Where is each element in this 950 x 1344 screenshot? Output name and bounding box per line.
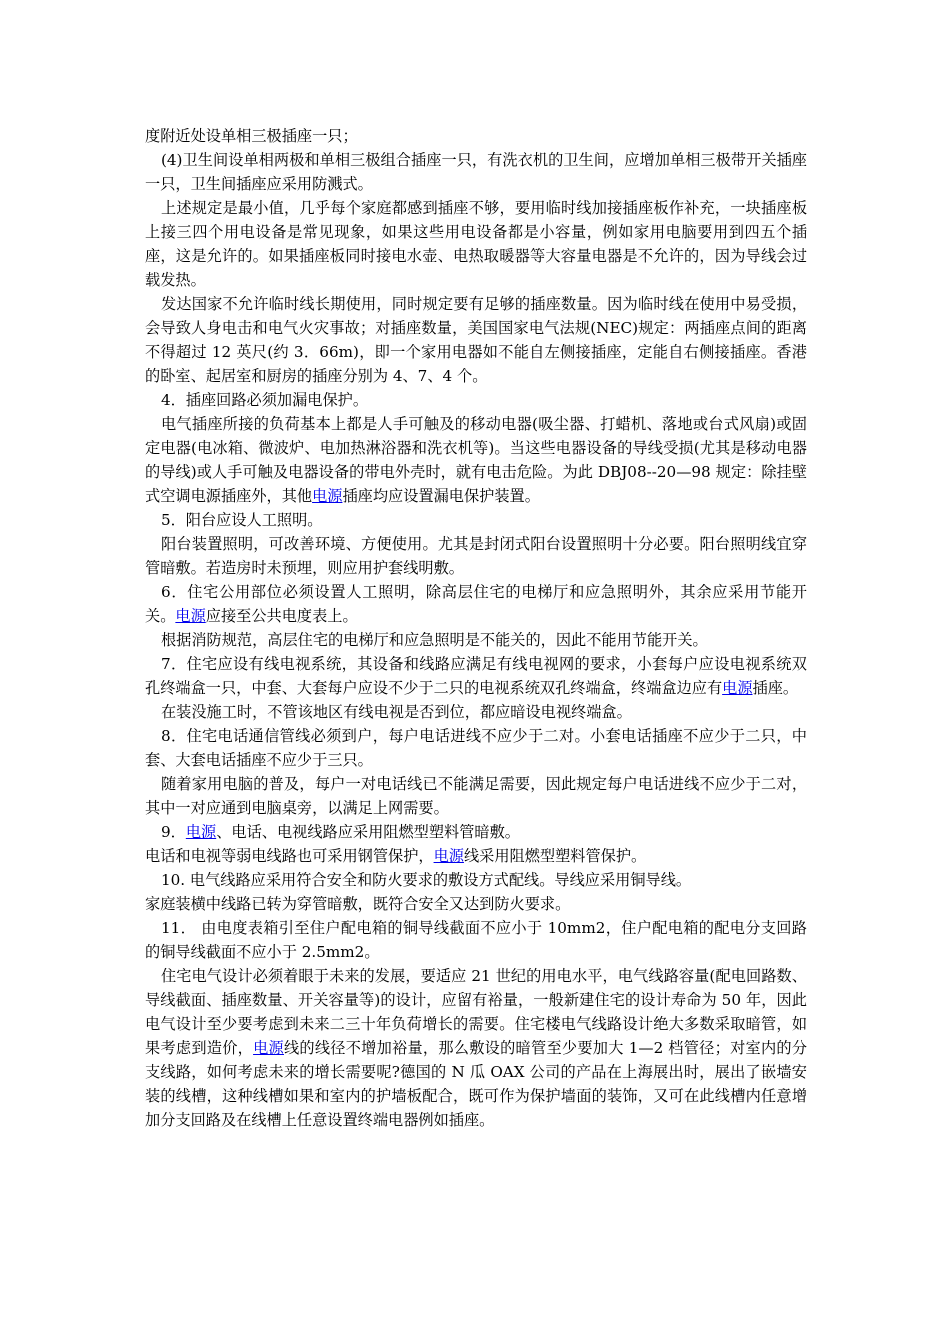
paragraph — [145, 580, 807, 628]
link-dianyuan[interactable]: 电源 — [312, 487, 343, 505]
paragraph — [145, 196, 807, 292]
paragraph-text: 电气插座所接的负荷基本上都是人手可触及的移动电器(吸尘器、打蜡机、落地或台式风扇)或固定电器(电冰箱、微波炉、电加热淋浴器和洗衣机等)。当这些电器设备的导线受损(尤其是移动电器的导线)或人手可触及电器设备的带电外壳时，就有电击危险。为此 DBJ08--20—98 规定：除挂壁式空调电源插座外，其他 — [145, 415, 807, 505]
paragraph — [145, 772, 807, 820]
paragraph-text: 在装没施工时，不管该地区有线电视是否到位，都应暗设电视终端盒。 — [160, 703, 632, 721]
paragraph-text: (4)卫生间设单相两极和单相三极组合插座一只，有洗衣机的卫生间，应增加单相三极带开关插座一只，卫生间插座应采用防溅式。 — [145, 151, 807, 193]
paragraph-text: 电话和电视等弱电线路也可采用钢管保护， — [145, 847, 434, 865]
paragraph-text: 7．住宅应设有线电视系统，其设备和线路应满足有线电视网的要求，小套每户应设电视系统双孔终端盒一只，中套、大套每户应设不少于二只的电视系统双孔终端盒，终端盒边应有 — [145, 655, 807, 697]
document-body — [145, 124, 807, 1132]
paragraph-text: 阳台装置照明，可改善环境、方便使用。尤其是封闭式阳台设置照明十分必要。阳台照明线宜穿管暗敷。若造房时未预埋，则应用护套线明敷。 — [145, 535, 807, 577]
paragraph — [145, 964, 807, 1132]
link-dianyuan[interactable]: 电源 — [433, 847, 464, 865]
paragraph-text: 线的线径不增加裕量，那么敷设的暗管至少要加大 1—2 档管径；对室内的分支线路，如何考虑未来的增长需要呢?德国的 N 瓜 OAX 公司的产品在上海展出时，展出了嵌墙安装的线槽，这种线槽如果和室内的护墙板配合，既可作为保护墙面的装饰，又可在此线槽内任意增加分支回路及在线槽上任意设置终端电器例如插座。 — [145, 1039, 808, 1129]
paragraph — [145, 892, 807, 916]
paragraph — [145, 508, 807, 532]
paragraph — [145, 532, 807, 580]
paragraph-text: 随着家用电脑的普及，每户一对电话线已不能满足需要，因此规定每户电话进线不应少于二对，其中一对应通到电脑桌旁，以满足上网需要。 — [145, 775, 807, 817]
paragraph — [145, 652, 807, 700]
link-dianyuan[interactable]: 电源 — [722, 679, 753, 697]
paragraph — [145, 292, 807, 388]
paragraph-text: 住宅电气设计必须着眼于未来的发展，要适应 21 世纪的用电水平，电气线路容量(配电回路数、导线截面、插座数量、开关容量等)的设计，应留有裕量，一般新建住宅的设计寿命为 50 年，因此电气设计至少要考虑到未来二三十年负荷增长的需要。住宅楼电气线路设计绝大多数采取暗管，如果考虑到造价， — [145, 967, 807, 1057]
link-dianyuan[interactable]: 电源 — [253, 1039, 284, 1057]
paragraph-text: 上述规定是最小值，几乎每个家庭都感到插座不够，要用临时线加接插座板作补充，一块插座板上接三四个用电设备是常见现象，如果这些用电设备都是小容量，例如家用电脑要用到四五个插座，这是允许的。如果插座板同时接电水壶、电热取暖器等大容量电器是不允许的，因为导线会过载发热。 — [145, 199, 807, 289]
paragraph-text: 8．住宅电话通信管线必须到户，每户电话进线不应少于二对。小套电话插座不应少于二只，中套、大套电话插座不应少于三只。 — [145, 727, 807, 769]
paragraph-text: 根据消防规范，高层住宅的电梯厅和应急照明是不能关的，因此不能用节能开关。 — [160, 631, 708, 649]
paragraph-text: 度附近处设单相三极插座一只； — [145, 127, 358, 145]
paragraph-text: 线采用阻燃型塑料管保护。 — [463, 847, 647, 865]
paragraph — [145, 628, 807, 652]
paragraph-text: 插座均应设置漏电保护装置。 — [342, 487, 540, 505]
link-dianyuan[interactable]: 电源 — [175, 607, 206, 625]
paragraph-text: 家庭装横中线路已转为穿管暗敷，既符合安全又达到防火要求。 — [145, 895, 571, 913]
paragraph-text: 、电话、电视线路应采用阻燃型塑料管暗敷。 — [216, 823, 520, 841]
paragraph — [145, 844, 807, 868]
paragraph-text: 10. 电气线路应采用符合安全和防火要求的敷设方式配线。导线应采用铜导线。 — [160, 871, 692, 889]
paragraph-text: 6．住宅公用部位必须设置人工照明，除高层住宅的电梯厅和应急照明外，其余应采用节能开关。 — [145, 583, 807, 625]
paragraph-text: 5．阳台应设人工照明。 — [160, 511, 323, 529]
paragraph — [145, 916, 807, 964]
paragraph — [145, 868, 807, 892]
paragraph — [145, 820, 807, 844]
paragraph-text: 9． — [160, 823, 186, 841]
paragraph — [145, 124, 807, 148]
paragraph-text: 4．插座回路必须加漏电保护。 — [160, 391, 369, 409]
paragraph-text: 11． 由电度表箱引至住户配电箱的铜导线截面不应小于 10mm2，住户配电箱的配电分支回路的铜导线截面不应小于 2.5mm2。 — [145, 919, 807, 961]
paragraph-text: 插座。 — [752, 679, 799, 697]
paragraph — [145, 412, 807, 508]
paragraph-text: 应接至公共电度表上。 — [205, 607, 358, 625]
paragraph — [145, 388, 807, 412]
paragraph — [145, 148, 807, 196]
paragraph-text: 发达国家不允许临时线长期使用，同时规定要有足够的插座数量。因为临时线在使用中易受损，会导致人身电击和电气火灾事故；对插座数量，美国国家电气法规(NEC)规定：两插座点间的距离不得超过 12 英尺(约 3．66m)，即一个家用电器如不能自左侧接插座，定能自右侧接插座。香港的卧室、起居室和厨房的插座分别为 4、7、4 个。 — [145, 295, 807, 385]
paragraph — [145, 724, 807, 772]
link-dianyuan[interactable]: 电源 — [185, 823, 217, 841]
paragraph — [145, 700, 807, 724]
